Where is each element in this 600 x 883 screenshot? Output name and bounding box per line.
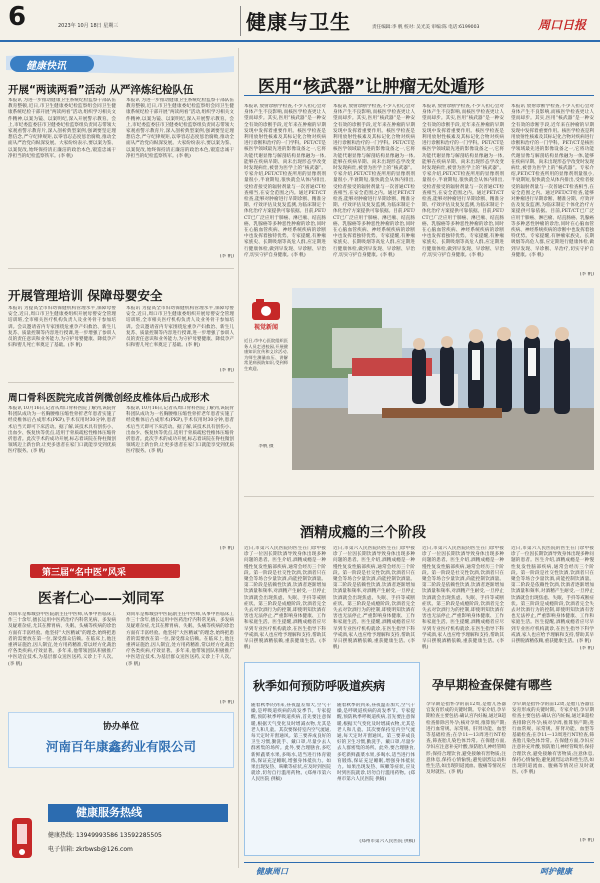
series-text-col1: 刘同军是郸城县中医院副主任中医师,从事中医临床工作三十余年,擅长运用中医药治疗内科常见病、多发病及疑难杂症,尤其在脾胃病、失眠、头痛等疾病的诊治方面有丰富经验。他坚持“大医精诚”的理念,始终把患者的需要放在第一位,深受群众信赖。在临床上,他注重辨证施治,因人制宜,处方用药精准,常以经方化裁治疗各类疾病,疗效显著。多年来,他带领团队积极推广中医适宜技术,为基层群众送医送药,义诊上千人次。(李 帆) [8,612,116,667]
news-photo [292,288,594,470]
masthead [0,0,600,44]
feature-text-col1: 本报讯 放射诊断学检查,不少人担心会对身体产生不良影响,而核医学检查更让人望而却步。其实,医用“核武器”是一种安全有效的诊断手段,近年来在肿瘤的早期发现中发挥着重要作用。核医学检查是利用放射性核素及其标记化合物对疾病进行诊断和治疗的一门学科。PET/CT是核医学领域最先进的影像设备之一,它将功能代谢显像与解剖结构显像融为一体,能够在疾病早期、尚未出现形态学改变时发现病灶,被誉为医学上的“核武器”。专家介绍,PET/CT检查所用的显像剂剂量很小,半衰期短,很快就会从体内排出,受检者接受的辐射剂量与一次普通CT检查相当,在安全范围之内。通过PET/CT检查,能够对肿瘤进行早期诊断、精准分期、疗效评估及复发监测,为临床制定个体化治疗方案提供可靠依据。目前,PET/CT已广泛应用于肺癌、淋巴瘤、结直肠癌、乳腺癌等多种恶性肿瘤的诊治,同时在心脑血管疾病、神经系统疾病的诊断中也发挥着独特优势。专家提醒,有肿瘤家族史、长期吸烟等高危人群,应定期进行健康体检,做到早发现、早诊断、早治疗,切实守护自身健康。(李 帆) [244,104,326,258]
email-label: 电子信箱: [48,846,75,853]
footer-right: 呵护健康 [540,867,572,876]
series-title: 医者仁心——刘同军 [38,591,164,607]
sponsor-company: 河南百年康鑫药业有限公司 [45,739,196,754]
pregnancy-box [426,662,594,856]
photo-caption: 近日,市中心医院组织医务人员走进校园,开展健康知识宣传和义诊活动,为师生测量血压、讲解常见病预防知识,受到师生欢迎。 [244,338,288,371]
series-banner [8,562,234,580]
sponsor-box [8,712,234,768]
divider [244,496,594,497]
footer-rule [244,862,594,863]
news1-text-col2: 本报讯 为进一步推动健康卫生系统纪检监察干部队伍教育整顿,近日,市卫生健康委纪检监察组会同卫生健康系统纪检干部开展“两读两看”活动,组织学习相关文件精神,以案为镜、以案明纪,深入开展警示教育。会上,市纪委监委驻市卫健委纪检监察组负责同志带领大家观看警示教育片,深入剖析典型案例,强调要坚定理想信念,严守纪律规矩,以零容忍态度惩治腐败,推动全面从严治党向纵深发展。大家纷纷表示,要以案为鉴、以案促改,始终保持清正廉洁的政治本色,锻造忠诚干净担当的纪检监察铁军。(李 帆) [126,98,234,159]
photo-tag: 视觉新闻 [253,324,278,331]
series-body [8,612,234,708]
news2-title: 开展管理培训 保障母婴安全 [8,288,163,303]
feature-text-col4: 本报讯 放射诊断学检查,不少人担心会对身体产生不良影响,而核医学检查更让人望而却步。其实,医用“核武器”是一种安全有效的诊断手段,近年来在肿瘤的早期发现中发挥着重要作用。核医学检查是利用放射性核素及其标记化合物对疾病进行诊断和治疗的一门学科。PET/CT是核医学领域最先进的影像设备之一,它将功能代谢显像与解剖结构显像融为一体,能够在疾病早期、尚未出现形态学改变时发现病灶,被誉为医学上的“核武器”。专家介绍,PET/CT检查所用的显像剂剂量很小,半衰期短,很快就会从体内排出,受检者接受的辐射剂量与一次普通CT检查相当,在安全范围之内。通过PET/CT检查,能够对肿瘤进行早期诊断、精准分期、疗效评估及复发监测,为临床制定个体化治疗方案提供可靠依据。目前,PET/CT已广泛应用于肺癌、淋巴瘤、结直肠癌、乳腺癌等多种恶性肿瘤的诊治,同时在心脑血管疾病、神经系统疾病的诊断中也发挥着独特优势。专家提醒,有肿瘤家族史、长期吸烟等高危人群,应定期进行健康体检,做到早发现、早诊断、早治疗,切实守护自身健康。(李 帆) [511,104,594,258]
photo-tag-box [244,298,288,334]
respiratory-title: 秋季如何预防呼吸道疾病 [253,679,386,693]
footer-left: 健康周口 [256,867,288,876]
editor-line: 责任编辑:李 帆 校对: 吴光美 审编:陈 电话:6199003 [372,25,480,30]
pregnancy-author: (李 帆) [579,838,594,843]
news3-text-col1: 本报讯 10月16日,记者从周口骨科医院了解到,该院骨科团队成功为一名胸腰椎压缩性骨折老年患者实施了经皮椎体后凸成形术(PKP),手术仅用时30分钟,患者术后当天即可下床活动。据了解,该技术具有创伤小、出血少、恢复快等优点,适用于骨质疏松性椎体压缩骨折患者。此次手术的成功开展,标志着该院在脊柱微创领域迈上新台阶,让更多患者在家门口就能享受到优质医疗服务。(李 帆) [8,406,116,455]
feature-text-col2: 本报讯 放射诊断学检查,不少人担心会对身体产生不良影响,而核医学检查更让人望而却步。其实,医用“核武器”是一种安全有效的诊断手段,近年来在肿瘤的早期发现中发挥着重要作用。核医学检查是利用放射性核素及其标记化合物对疾病进行诊断和治疗的一门学科。PET/CT是核医学领域最先进的影像设备之一,它将功能代谢显像与解剖结构显像融为一体,能够在疾病早期、尚未出现形态学改变时发现病灶,被誉为医学上的“核武器”。专家介绍,PET/CT检查所用的显像剂剂量很小,半衰期短,很快就会从体内排出,受检者接受的辐射剂量与一次普通CT检查相当,在安全范围之内。通过PET/CT检查,能够对肿瘤进行早期诊断、精准分期、疗效评估及复发监测,为临床制定个体化治疗方案提供可靠依据。目前,PET/CT已广泛应用于肺癌、淋巴瘤、结直肠癌、乳腺癌等多种恶性肿瘤的诊治,同时在心脑血管疾病、神经系统疾病的诊断中也发挥着独特优势。专家提醒,有肿瘤家族史、长期吸烟等高危人群,应定期进行健康体检,做到早发现、早诊断、早治疗,切实守护自身健康。(李 帆) [333,104,415,258]
alcohol-author: (李 帆) [579,646,594,651]
email-address[interactable]: zkrbwsb@126.com [75,846,133,853]
divider [8,382,234,383]
series-text-col2: 刘同军是郸城县中医院副主任中医师,从事中医临床工作三十余年,擅长运用中医药治疗内科常见病、多发病及疑难杂症,尤其在脾胃病、失眠、头痛等疾病的诊治方面有丰富经验。他坚持“大医精诚”的理念,始终把患者的需要放在第一位,深受群众信赖。在临床上,他注重辨证施治,因人制宜,处方用药精准,常以经方化裁治疗各类疾病,疗效显著。多年来,他带领团队积极推广中医适宜技术,为基层群众送医送药,义诊上千人次。(李 帆) [126,612,234,667]
alcohol-body [244,546,594,654]
page-number: 6 [8,2,27,32]
news2-author: (李 帆) [219,368,234,373]
sponsor-label: 协办单位 [102,722,139,732]
hotline-phone-row [48,830,234,839]
feature-title: 医用“核武器”让肿瘤无处遁形 [258,77,485,97]
alcohol-text-col4: 近日,市第六人民医院的医生在门诊中接诊了一位因长期饮酒导致身体出现多种问题的患者。医生介绍,酒精成瘾是一种慢性复发性脑部疾病,通常会经历三个阶段。第一阶段是社交性饮酒,饮酒者只在聚会等场合少量饮酒,尚能控制饮酒量。第二阶段是依赖性饮酒,饮酒者逐渐增加饮酒量和频率,对酒精产生耐受,一旦停止饮酒就会出现焦虑、失眠、手抖等戒断症状。第三阶段是成瘾阶段,饮酒者完全失去对饮酒行为的控制,即使明知饮酒有害也无法停止,严重影响身体健康、工作和家庭生活。医生提醒,酒精成瘾者应尽早到专业医疗机构就诊,在医生指导下科学戒酒,家人也应给予理解和支持,帮助其早日摆脱酒精依赖,重获健康生活。(李 帆) [511,546,594,645]
alcohol-text-col1: 近日,市第六人民医院的医生在门诊中接诊了一位因长期饮酒导致身体出现多种问题的患者。医生介绍,酒精成瘾是一种慢性复发性脑部疾病,通常会经历三个阶段。第一阶段是社交性饮酒,饮酒者只在聚会等场合少量饮酒,尚能控制饮酒量。第二阶段是依赖性饮酒,饮酒者逐渐增加饮酒量和频率,对酒精产生耐受,一旦停止饮酒就会出现焦虑、失眠、手抖等戒断症状。第三阶段是成瘾阶段,饮酒者完全失去对饮酒行为的控制,即使明知饮酒有害也无法停止,严重影响身体健康、工作和家庭生活。医生提醒,酒精成瘾者应尽早到专业医疗机构就诊,在医生指导下科学戒酒,家人也应给予理解和支持,帮助其早日摆脱酒精依赖,重获健康生活。(李 帆) [244,546,326,651]
respiratory-text-col2: 随着秋季的到来,昼夜温差加大,空气干燥,是呼吸道疾病的高发季节。专家提醒,预防秋季呼吸道疾病,首先要注意保暖,根据天气变化及时增减衣物,尤其是老人和儿童。其次要保持室内空气流通,每天定时开窗通风。第三要养成良好的卫生习惯,勤洗手、戴口罩,尽量少去人群密集的场所。此外,要合理膳食,多吃新鲜蔬菜水果,多喝水,适当进行体育锻炼,保证充足睡眠,增强身体抵抗力。如果出现发热、咳嗽等症状,应及时到医院就诊,切勿自行滥用药物。(郑州市第六人民医院 供稿) [337,703,415,783]
section-title: 健康与卫生 [246,10,351,34]
hotline-box [8,804,234,876]
alcohol-title: 酒精成瘾的三个阶段 [300,525,426,541]
photo-news [244,288,594,484]
feature-title-bar [244,70,594,96]
news2-text-col1: 本报讯 为提高全市妇幼保健机构管理水平,保障母婴安全,近日,周口市卫生健康委组织开展母婴安全管理培训班,全市相关医疗机构负责人及业务骨干参加培训。会议邀请省内专家围绕危重孕产妇救治、新生儿复苏、质量控制等内容进行授课,进一步增强了参训人员的责任意识和业务能力,为守护母婴健康、降低孕产妇和婴儿死亡率奠定了基础。(李 帆) [8,306,116,349]
news-banner-label: 健康快讯 [26,61,66,72]
news1-body [8,98,234,262]
series-author: (李 帆) [219,700,234,705]
column-divider [238,48,239,868]
photo-image [292,288,594,470]
pregnancy-text-col1: 孕早期是指怀孕的前12周,是胎儿各器官发育形成的关键时期。专家介绍,孕早期检查主要包括:确认宫内妊娠,通过B超检查排除宫外孕;核对孕周,推算预产期;进行血常规、尿常规、肝肾功能、血型等基础检查;在孕11—13周进行NT检查,筛查胎儿染色体异常。在保健方面,孕妇应注意补充叶酸,预防胎儿神经管畸形;保持合理饮食,避免接触有害物质;注意休息,保持心情愉悦;避免剧烈运动和性生活,如出现阴道流血、腹痛等情况应及时就医。(李 帆) [426,702,506,776]
news3-title: 周口骨科医院完成首例微创经皮椎体后凸成形术 [8,393,210,404]
masthead-rule [0,40,600,42]
section-divider [240,6,241,36]
news3-text-col2: 本报讯 10月16日,记者从周口骨科医院了解到,该院骨科团队成功为一名胸腰椎压缩性骨折老年患者实施了经皮椎体后凸成形术(PKP),手术仅用时30分钟,患者术后当天即可下床活动。据了解,该技术具有创伤小、出血少、恢复快等优点,适用于骨质疏松性椎体压缩骨折患者。此次手术的成功开展,标志着该院在脊柱微创领域迈上新台阶,让更多患者在家门口就能享受到优质医疗服务。(李 帆) [126,406,234,455]
photo-author: 李帆 摄 [258,444,274,449]
series-label: 第三届“名中医”风采 [42,568,126,578]
news3-author: (李 帆) [219,546,234,551]
news2-text-col2: 本报讯 为提高全市妇幼保健机构管理水平,保障母婴安全,近日,周口市卫生健康委组织开展母婴安全管理培训班,全市相关医疗机构负责人及业务骨干参加培训。会议邀请省内专家围绕危重孕产妇救治、新生儿复苏、质量控制等内容进行授课,进一步增强了参训人员的责任意识和业务能力,为守护母婴健康、降低孕产妇和婴儿死亡率奠定了基础。(李 帆) [126,306,234,349]
hotline-email-row [48,844,234,853]
feature-author: (李 帆) [579,272,594,277]
phone-label: 健康热线: [48,832,75,839]
news1-title: 开展“两读两看”活动 从严淬炼纪检队伍 [8,84,194,96]
news1-author: (李 帆) [219,254,234,259]
respiratory-box [244,662,420,856]
news3-body [8,406,234,554]
phone-numbers[interactable]: 13949993586 13592285505 [75,832,162,839]
paper-name: 周口日报 [538,18,587,32]
date-line: 2023年 10月 18日 星期三 [58,23,119,29]
alcohol-text-col2: 近日,市第六人民医院的医生在门诊中接诊了一位因长期饮酒导致身体出现多种问题的患者。医生介绍,酒精成瘾是一种慢性复发性脑部疾病,通常会经历三个阶段。第一阶段是社交性饮酒,饮酒者只在聚会等场合少量饮酒,尚能控制饮酒量。第二阶段是依赖性饮酒,饮酒者逐渐增加饮酒量和频率,对酒精产生耐受,一旦停止饮酒就会出现焦虑、失眠、手抖等戒断症状。第三阶段是成瘾阶段,饮酒者完全失去对饮酒行为的控制,即使明知饮酒有害也无法停止,严重影响身体健康、工作和家庭生活。医生提醒,酒精成瘾者应尽早到专业医疗机构就诊,在医生指导下科学戒酒,家人也应给予理解和支持,帮助其早日摆脱酒精依赖,重获健康生活。(李 帆) [333,546,415,651]
phone-icon [8,814,36,864]
news1-text-col1: 本报讯 为进一步推动健康卫生系统纪检监察干部队伍教育整顿,近日,市卫生健康委纪检监察组会同卫生健康系统纪检干部开展“两读两看”活动,组织学习相关文件精神,以案为镜、以案明纪,深入开展警示教育。会上,市纪委监委驻市卫健委纪检监察组负责同志带领大家观看警示教育片,深入剖析典型案例,强调要坚定理想信念,严守纪律规矩,以零容忍态度惩治腐败,推动全面从严治党向纵深发展。大家纷纷表示,要以案为鉴、以案促改,始终保持清正廉洁的政治本色,锻造忠诚干净担当的纪检监察铁军。(李 帆) [8,98,116,159]
pregnancy-title: 孕早期检查保健有哪些 [432,678,553,692]
feature-text-col3: 本报讯 放射诊断学检查,不少人担心会对身体产生不良影响,而核医学检查更让人望而却步。其实,医用“核武器”是一种安全有效的诊断手段,近年来在肿瘤的早期发现中发挥着重要作用。核医学检查是利用放射性核素及其标记化合物对疾病进行诊断和治疗的一门学科。PET/CT是核医学领域最先进的影像设备之一,它将功能代谢显像与解剖结构显像融为一体,能够在疾病早期、尚未出现形态学改变时发现病灶,被誉为医学上的“核武器”。专家介绍,PET/CT检查所用的显像剂剂量很小,半衰期短,很快就会从体内排出,受检者接受的辐射剂量与一次普通CT检查相当,在安全范围之内。通过PET/CT检查,能够对肿瘤进行早期诊断、精准分期、疗效评估及复发监测,为临床制定个体化治疗方案提供可靠依据。目前,PET/CT已广泛应用于肺癌、淋巴瘤、结直肠癌、乳腺癌等多种恶性肿瘤的诊治,同时在心脑血管疾病、神经系统疾病的诊断中也发挥着独特优势。专家提醒,有肿瘤家族史、长期吸烟等高危人群,应定期进行健康体检,做到早发现、早诊断、早治疗,切实守护自身健康。(李 帆) [422,104,504,258]
news-banner [6,52,234,74]
divider [8,268,234,269]
pregnancy-text-col2: 孕早期是指怀孕的前12周,是胎儿各器官发育形成的关键时期。专家介绍,孕早期检查主要包括:确认宫内妊娠,通过B超检查排除宫外孕;核对孕周,推算预产期;进行血常规、尿常规、肝肾功能、血型等基础检查;在孕11—13周进行NT检查,筛查胎儿染色体异常。在保健方面,孕妇应注意补充叶酸,预防胎儿神经管畸形;保持合理饮食,避免接触有害物质;注意休息,保持心情愉悦;避免剧烈运动和性生活,如出现阴道流血、腹痛等情况应及时就医。(李 帆) [512,702,594,776]
news2-body [8,306,234,376]
feature-body [244,104,594,280]
respiratory-text-col1: 随着秋季的到来,昼夜温差加大,空气干燥,是呼吸道疾病的高发季节。专家提醒,预防秋季呼吸道疾病,首先要注意保暖,根据天气变化及时增减衣物,尤其是老人和儿童。其次要保持室内空气流通,每天定时开窗通风。第三要养成良好的卫生习惯,勤洗手、戴口罩,尽量少去人群密集的场所。此外,要合理膳食,多吃新鲜蔬菜水果,多喝水,适当进行体育锻炼,保证充足睡眠,增强身体抵抗力。如果出现发热、咳嗽等症状,应及时到医院就诊,切勿自行滥用药物。(郑州市第六人民医院 供稿) [251,703,331,783]
alcohol-text-col3: 近日,市第六人民医院的医生在门诊中接诊了一位因长期饮酒导致身体出现多种问题的患者。医生介绍,酒精成瘾是一种慢性复发性脑部疾病,通常会经历三个阶段。第一阶段是社交性饮酒,饮酒者只在聚会等场合少量饮酒,尚能控制饮酒量。第二阶段是依赖性饮酒,饮酒者逐渐增加饮酒量和频率,对酒精产生耐受,一旦停止饮酒就会出现焦虑、失眠、手抖等戒断症状。第三阶段是成瘾阶段,饮酒者完全失去对饮酒行为的控制,即使明知饮酒有害也无法停止,严重影响身体健康、工作和家庭生活。医生提醒,酒精成瘾者应尽早到专业医疗机构就诊,在医生指导下科学戒酒,家人也应给予理解和支持,帮助其早日摆脱酒精依赖,重获健康生活。(李 帆) [422,546,504,651]
hotline-title: 健康服务热线 [48,804,228,822]
respiratory-author: (郑州市第六人民医院 供稿) [359,839,415,844]
